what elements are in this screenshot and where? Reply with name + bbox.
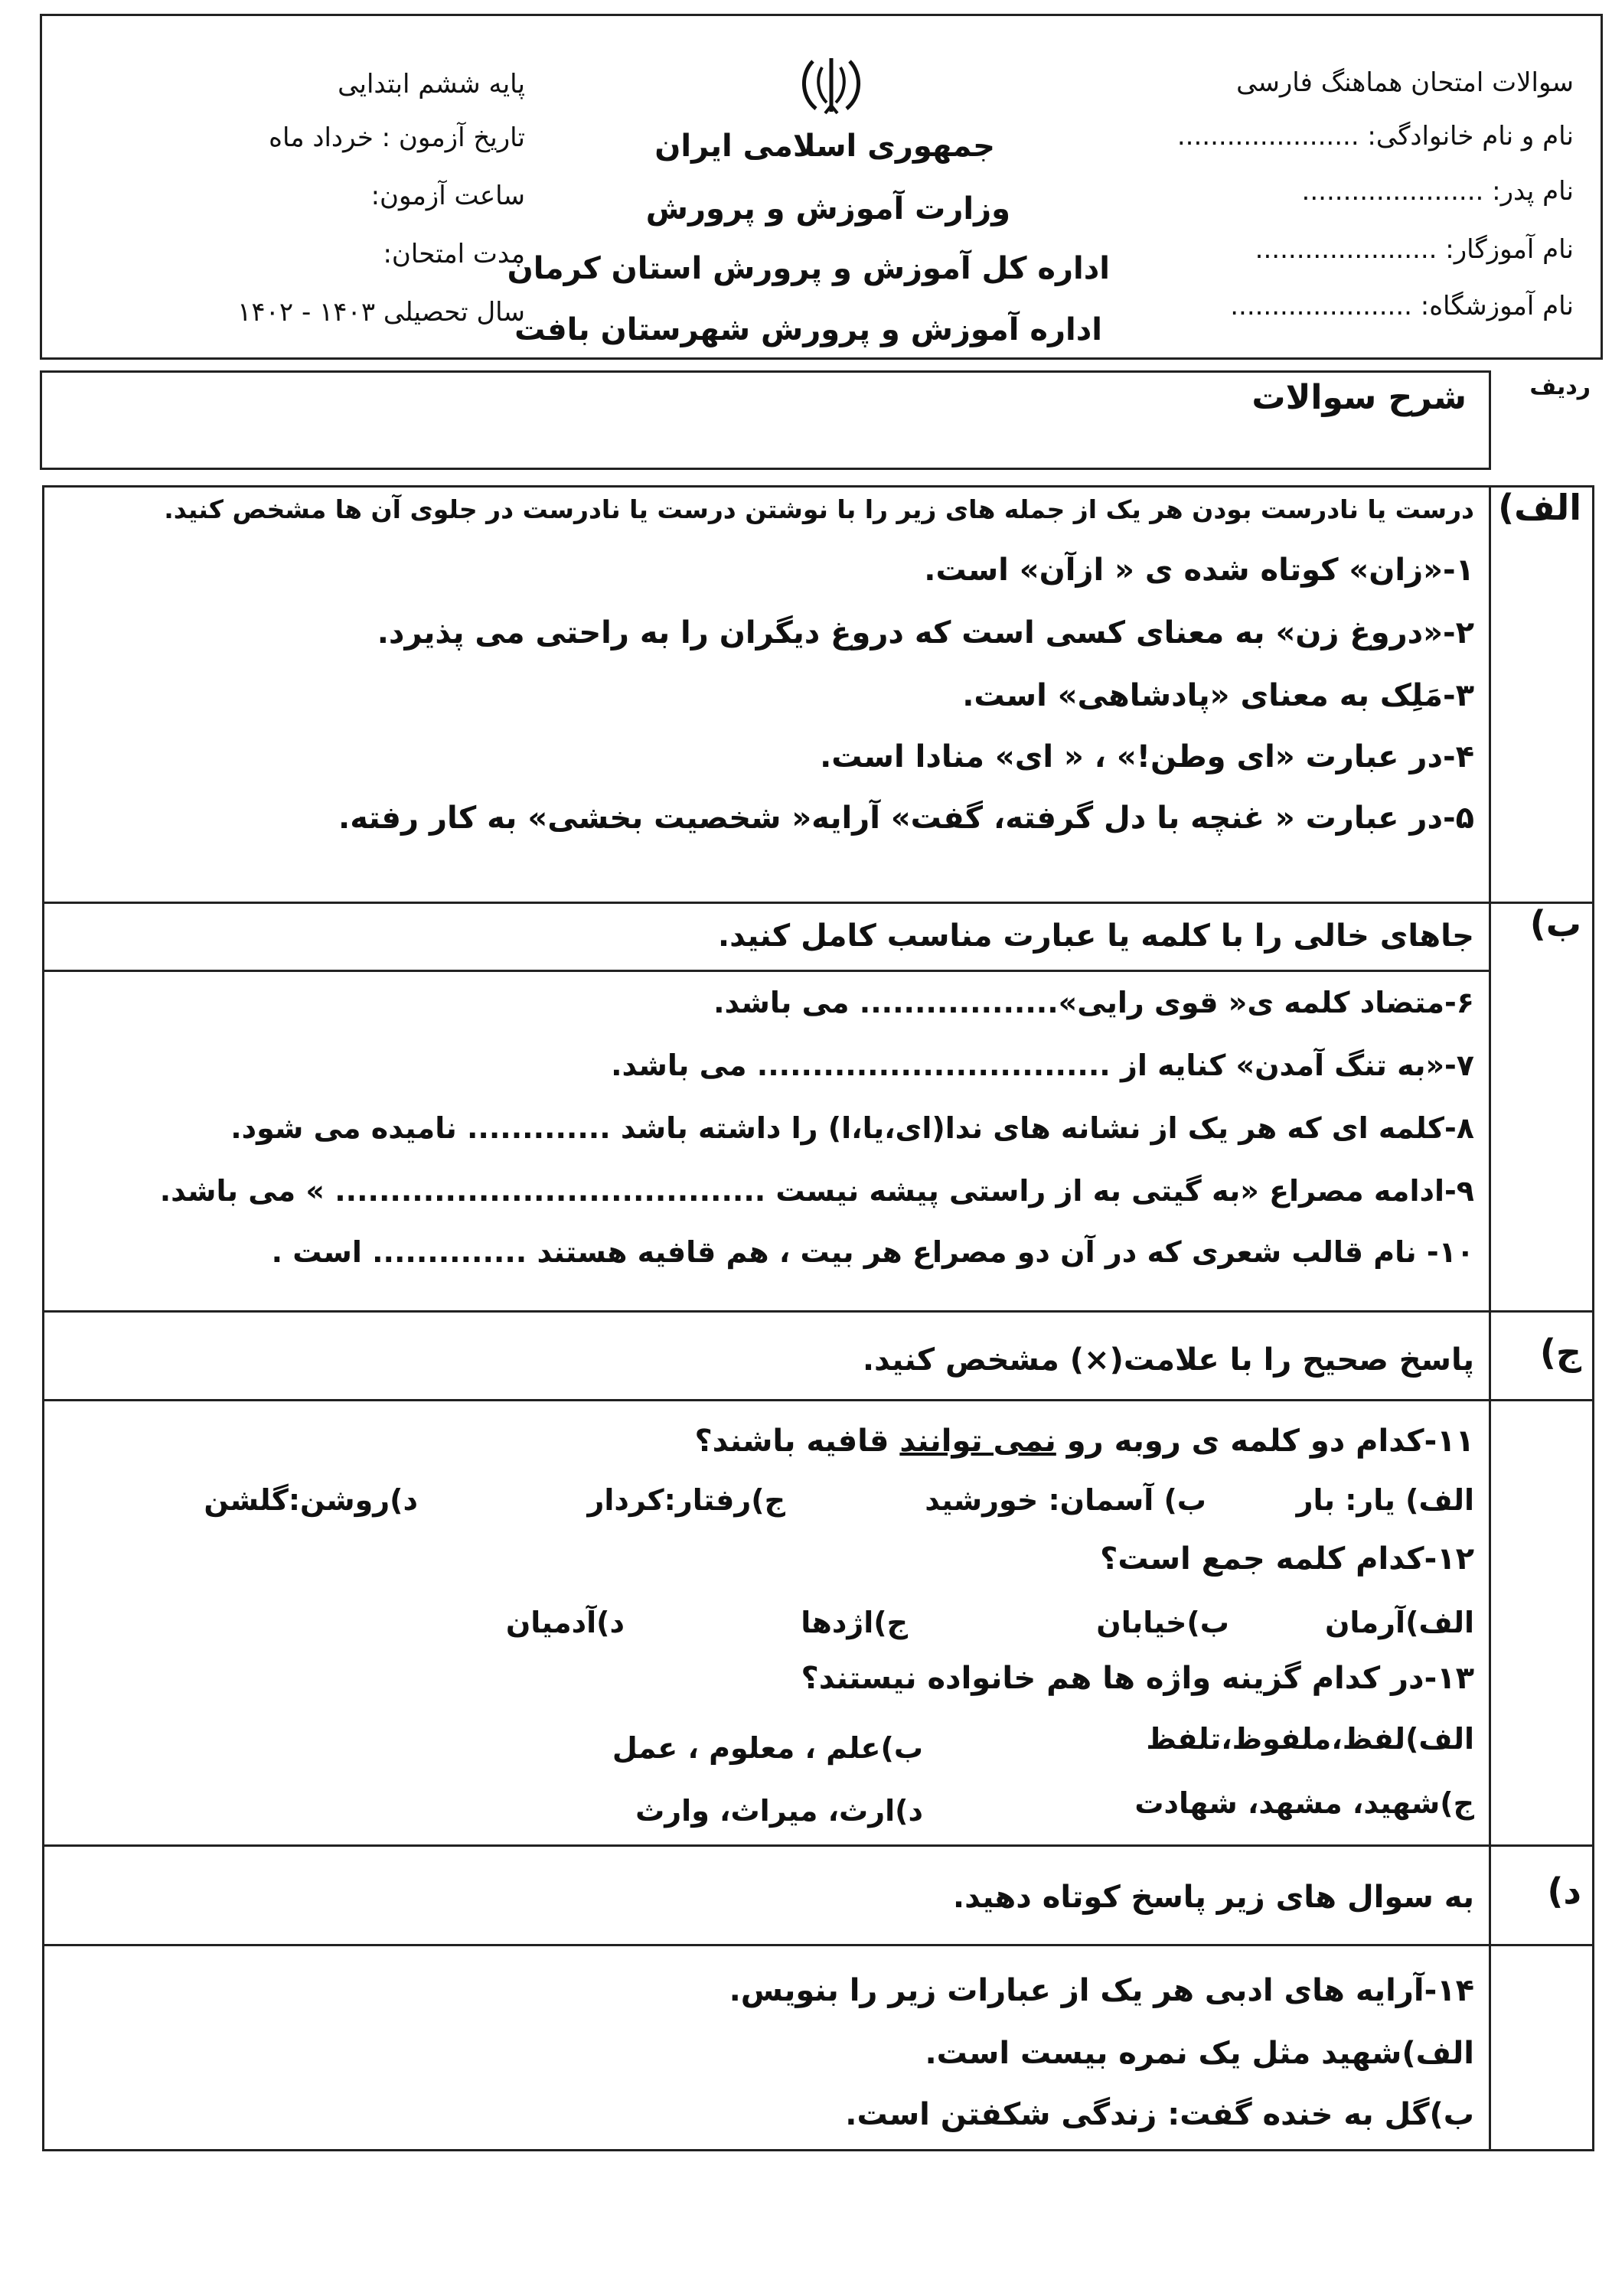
row-number-label: ردیف: [1529, 373, 1591, 400]
section-b-item-9: ۹-ادامه مصراع «به گیتی به از راستی پیشه نیست ....................................... » می باشد.: [159, 1174, 1474, 1208]
section-a-label: الف): [1498, 487, 1581, 528]
section-b-item-8: ۸-کلمه ای که هر یک از نشانه های ندا(ای،یا،ا) را داشته باشد ............. نامیده می شود.: [230, 1111, 1474, 1145]
header-city-office: اداره آموزش و پرورش شهرستان بافت: [514, 312, 1102, 347]
section-a-item-5: ۵-در عبارت « غنچه با دل گرفته، گفت» آرایه« شخصیت بخشی» به کار رفته.: [338, 801, 1474, 836]
grade-label: پایه ششم ابتدایی: [338, 69, 525, 99]
exam-date-label: تاریخ آزمون : خرداد ماه: [269, 122, 525, 153]
question-11-option-d[interactable]: د)روشن:گلشن: [204, 1483, 418, 1517]
section-a-item-3: ۳-مَلِک به معنای «پادشاهی» است.: [962, 678, 1474, 713]
question-13-option-c[interactable]: ج)شهید، مشهد، شهادت: [1134, 1786, 1474, 1820]
question-13-option-a[interactable]: الف)لفظ،ملفوظ،تلفظ: [1146, 1722, 1474, 1756]
section-d-label: د): [1547, 1870, 1581, 1912]
section-c-instruction: پاسخ صحیح را با علامت(×) مشخص کنید.: [862, 1342, 1474, 1378]
section-a-item-4: ۴-در عبارت «ای وطن!» ، « ای» منادا است.: [820, 739, 1474, 775]
section-b-item-10: ۱۰- نام قالب شعری که در آن دو مصراع هر بیت ، هم قافیه هستند .............. است .: [271, 1235, 1474, 1269]
father-name-field: نام پدر: ......................: [1301, 176, 1574, 207]
teacher-name-field: نام آموزگار: ......................: [1255, 234, 1574, 265]
question-12-option-b[interactable]: ب)خیابان: [1096, 1606, 1229, 1639]
question-11-suffix: قافیه باشند؟: [694, 1424, 889, 1459]
header-country: جمهوری اسلامی ایران: [654, 129, 995, 164]
section-c-instruction-bottom: [42, 1399, 1594, 1401]
question-11-option-a[interactable]: الف) یار: بار: [1296, 1483, 1474, 1517]
exam-title: سوالات امتحان هماهنگ فارسی: [1236, 67, 1574, 98]
section-b-item-7: ۷-«به تنگ آمدن» کنایه از ................................ می باشد.: [611, 1049, 1474, 1082]
school-name-field: نام آموزشگاه: ......................: [1230, 291, 1574, 321]
academic-year-label: سال تحصیلی ۱۴۰۳ - ۱۴۰۲: [237, 297, 525, 328]
table-left-border: [42, 485, 44, 2151]
iran-emblem-icon: [796, 52, 866, 118]
section-d-instruction-bottom: [42, 1944, 1594, 1946]
question-11: [694, 1424, 1474, 1459]
question-11-prefix: ۱۱-کدام دو کلمه ی روبه رو: [1066, 1424, 1474, 1459]
question-11-option-c[interactable]: ج)رفتار:کردار: [587, 1483, 785, 1517]
student-name-field: نام و نام خانوادگی: ......................: [1176, 121, 1574, 152]
question-14-part-a: الف)شهید مثل یک نمره بیست است.: [925, 2036, 1474, 2071]
section-a-instruction: درست یا نادرست بودن هر یک از جمله های زیر را با نوشتن درست یا نادرست در جلوی آن ها مشخص کنید.: [164, 494, 1474, 524]
question-12-option-c[interactable]: ج)اژدها: [801, 1606, 908, 1639]
question-13-option-d[interactable]: د)ارث، میراث، وارث: [635, 1794, 923, 1828]
exam-duration-label: مدت امتحان:: [383, 239, 525, 269]
question-14-part-b: ب)گل به خنده گفت: زندگی شکفتن است.: [845, 2097, 1474, 2132]
section-b-instruction: جاهای خالی را با کلمه یا عبارت مناسب کامل کنید.: [717, 918, 1474, 954]
question-12: ۱۲-کدام کلمه جمع است؟: [1100, 1541, 1474, 1577]
table-right-border: [1592, 485, 1594, 2151]
section-c-label: ج): [1539, 1332, 1581, 1373]
section-d-top-border: [42, 1844, 1594, 1847]
question-11-underlined: نمی توانند: [899, 1424, 1056, 1459]
table-column-divider: [1489, 485, 1491, 2151]
section-a-item-2: ۲-«دروغ زن» به معنای کسی است که دروغ دیگران را به راحتی می پذیرد.: [377, 615, 1474, 651]
table-bottom-border: [42, 2149, 1594, 2151]
header-ministry: وزارت آموزش و پرورش: [645, 191, 1010, 227]
header-province-office: اداره کل آموزش و پرورش استان کرمان: [507, 251, 1110, 286]
questions-title: شرح سوالات: [1251, 378, 1467, 417]
question-11-option-b[interactable]: ب) آسمان: خورشید: [925, 1483, 1206, 1517]
question-14: ۱۴-آرایه های ادبی هر یک از عبارات زیر را بنویس.: [729, 1973, 1474, 2008]
question-12-option-a[interactable]: الف)آرمان: [1324, 1606, 1474, 1639]
section-b-label: ب): [1529, 903, 1581, 944]
question-13-option-b[interactable]: ب)علم ، معلوم ، عمل: [612, 1731, 923, 1765]
section-d-instruction: به سوال های زیر پاسخ کوتاه دهید.: [952, 1880, 1474, 1915]
section-a-item-1: ۱-«زان» کوتاه شده ی « ازآن» است.: [924, 553, 1474, 588]
section-c-top-border: [42, 1310, 1594, 1313]
section-b-item-6: ۶-متضاد کلمه ی« قوی رایی».................. می باشد.: [713, 986, 1474, 1019]
question-12-option-d[interactable]: د)آدمیان: [505, 1606, 625, 1639]
table-top-border: [42, 485, 1594, 488]
exam-time-label: ساعت آزمون:: [370, 181, 525, 211]
question-13: ۱۳-در کدام گزینه واژه ها هم خانواده نیستند؟: [801, 1661, 1474, 1696]
